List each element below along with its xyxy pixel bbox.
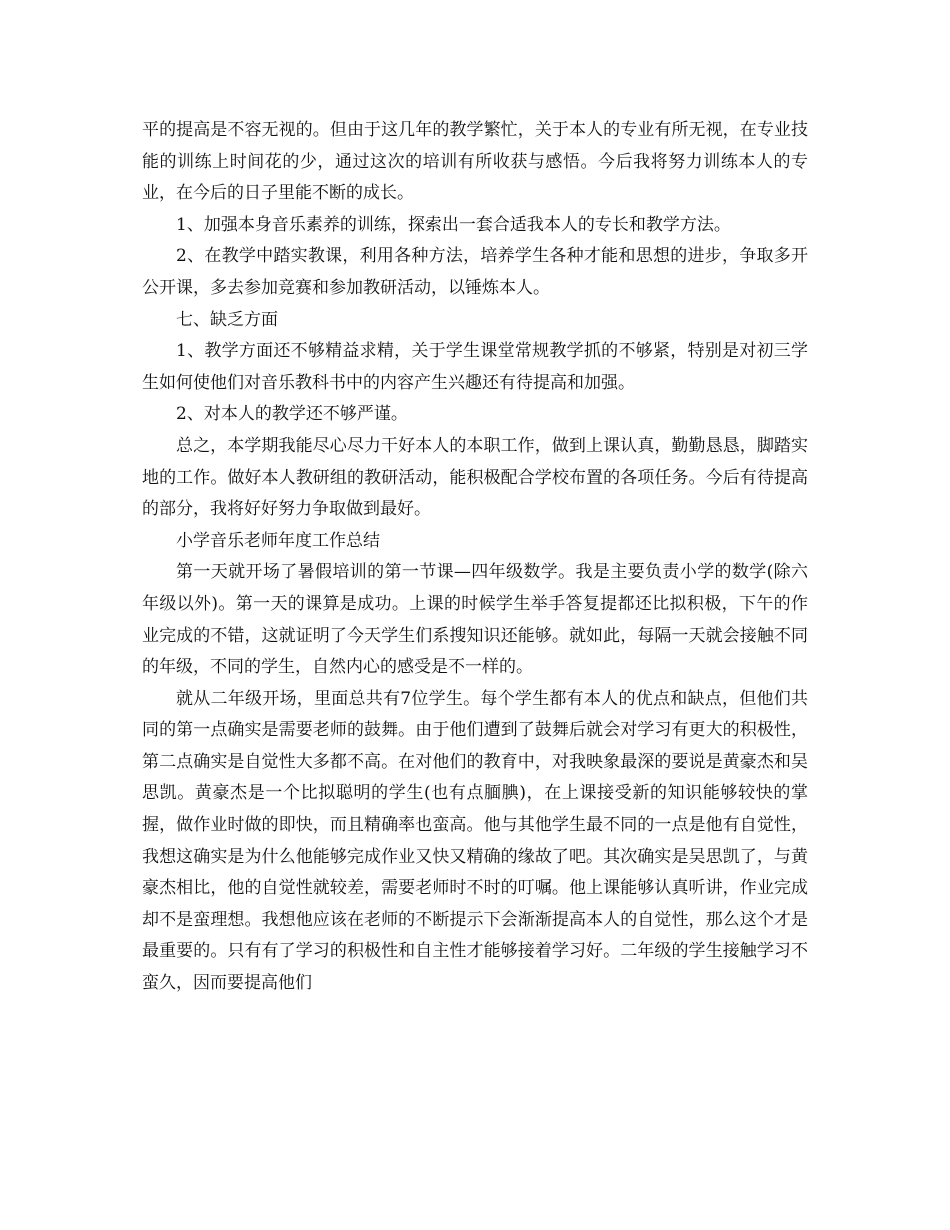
paragraph-shortcoming-2: 2、对本人的教学还不够严谨。 xyxy=(176,404,408,425)
paragraph-item-1: 1、加强本身音乐素养的训练，探索出一套合适我本人的专长和教学方法。 xyxy=(176,214,731,235)
paragraph-continuation: 平的提高是不容无视的。但由于这几年的教学繁忙，关于本人的专业有所无视，在专业技能的训练上时间花的少，通过这次的培训有所收获与感悟。今后我将努力训练本人的专业，在今后的日子里能不断的成长。 xyxy=(142,120,808,204)
paragraph-summary: 总之，本学期我能尽心尽力干好本人的本职工作，做到上课认真，勤勤恳恳，脚踏实地的工作。做好本人教研组的教研活动，能积极配合学校布置的各项任务。今后有待提高的部分，我将好好努力争取做到最好。 xyxy=(142,435,808,520)
section-heading-shortcomings: 七、缺乏方面 xyxy=(176,309,278,330)
paragraph-item-2: 2、在教学中踏实教课，利用各种方法，培养学生各种才能和思想的进步，争取多开公开课，多去参加竞赛和参加教研活动，以锤炼本人。 xyxy=(142,246,808,298)
document-subtitle: 小学音乐老师年度工作总结 xyxy=(176,530,380,551)
paragraph-second-grade: 就从二年级开场，里面总共有7位学生。每个学生都有本人的优点和缺点，但他们共同的第一点确实是需要老师的鼓舞。由于他们遭到了鼓舞后就会对学习有更大的积极性，第二点确实是自觉性大多都不高。在对他们的教育中，对我映象最深的要说是黄豪杰和吴思凯。黄豪杰是一个比拟聪明的学生(也有点腼腆)，在上课接受新的知识能够较快的掌握，做作业时做的即快，而且精确率也蛮高。他与其他学生最不同的一点是他有自觉性，我想这确实是为什么他能够完成作业又快又精确的缘故了吧。其次确实是吴思凯了，与黄豪杰相比，他的自觉性就较差，需要老师时不时的叮嘱。他上课能够认真听讲，作业完成却不是蛮理想。我想他应该在老师的不断提示下会渐渐提高本人的自觉性，那么这个才是最重要的。只有有了学习的积极性和自主性才能够接着学习好。二年级的学生接触学习不蛮久，因而要提高他们 xyxy=(142,688,808,994)
paragraph-first-day: 第一天就开场了暑假培训的第一节课—四年级数学。我是主要负责小学的数学(除六年级以外)。第一天的课算是成功。上课的时候学生举手答复提都还比拟积极，下午的作业完成的不错，这就证明了今天学生们系搜知识还能够。就如此，每隔一天就会接触不同的年级，不同的学生，自然内心的感受是不一样的。 xyxy=(142,562,808,678)
document-body xyxy=(142,115,808,1000)
paragraph-shortcoming-1: 1、教学方面还不够精益求精，关于学生课堂常规教学抓的不够紧，特别是对初三学生如何使他们对音乐教科书中的内容产生兴趣还有待提高和加强。 xyxy=(142,341,808,393)
